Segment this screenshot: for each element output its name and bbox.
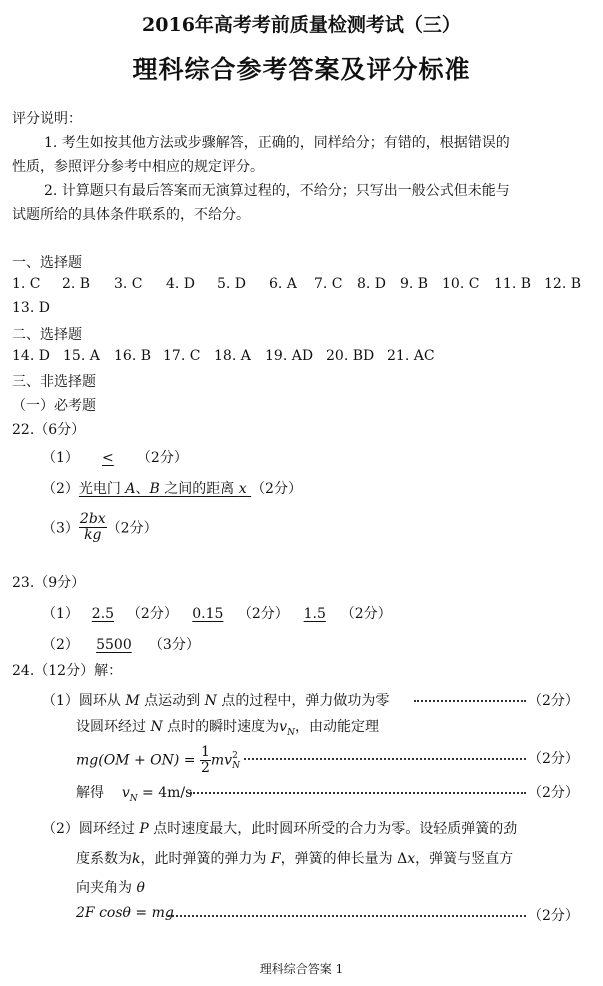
note-1-line-a: 1. 考生如按其他方法或步骤解答，正确的，同样给分；有错的，根据错误的 — [44, 135, 510, 151]
section-3-heading: 三、非选择题 — [12, 374, 96, 390]
q24-eq-2: 2F cosθ = mg — [76, 905, 174, 921]
q24-p2-line-1: （2）圆环经过 P 点时速度最大，此时圆环所受的合力为零。设轻质弹簧的劲 — [42, 821, 518, 837]
q24-p1-line-2: 设圆环经过 N 点时的瞬时速度为$v_N$，由动能定理 — [76, 719, 379, 738]
answer-4: 4. D — [166, 276, 196, 292]
section-2-heading: 二、选择题 — [12, 327, 82, 343]
answer-21: 21. AC — [387, 348, 435, 364]
answer-5: 5. D — [217, 276, 247, 292]
q24-heading: 24.（12分）解： — [12, 663, 123, 679]
q23-part-2: （2） 5500 （3分） — [42, 637, 200, 653]
section-1-heading: 一、选择题 — [12, 255, 82, 271]
q22-p2-score: （2分） — [251, 481, 302, 497]
q24-p1-line-1: （1）圆环从 M 点运动到 N 点的过程中，弹力做功为零 — [42, 693, 390, 709]
note-1-line-b: 性质，参照评分参考中相应的规定评分。 — [12, 159, 264, 175]
answer-16: 16. B — [114, 348, 152, 364]
answer-10: 10. C — [442, 276, 480, 292]
answer-20: 20. BD — [326, 348, 375, 364]
q23-heading: 23.（9分） — [12, 575, 86, 591]
answer-1: 1. C — [12, 276, 41, 292]
exam-title: 2016年高考考前质量检测考试（三） — [142, 14, 461, 36]
q23-part-1: （1） 2.5 （2分） 0.15 （2分） 1.5 （2分） — [42, 606, 392, 622]
answer-15: 15. A — [63, 348, 100, 364]
q23-p1-c: 1.5 — [303, 606, 326, 622]
q22-heading: 22.（6分） — [12, 422, 86, 438]
q24-p2-line-3: 向夹角为 θ — [76, 880, 145, 896]
answer-8: 8. D — [357, 276, 387, 292]
answer-12: 12. B — [544, 276, 582, 292]
answer-6: 6. A — [269, 276, 297, 292]
q24-eq1-score: （2分） — [528, 751, 579, 767]
answer-19: 19. AD — [265, 348, 314, 364]
q24-eq-1: mg(OM + ON) = $\frac{1}{2}$ mv 2 N — [76, 744, 240, 776]
q24-solution: 解得 $v_N = 4m/s$ — [76, 785, 193, 804]
answer-18: 18. A — [214, 348, 251, 364]
q22-p2-answer: 光电门 A、B 之间的距离 x — [78, 481, 247, 497]
note-2-line-a: 2. 计算题只有最后答案而无演算过程的，不给分；只写出一般公式但未能与 — [44, 183, 510, 199]
q24-eq1-dots — [244, 758, 526, 760]
q24-p2-line-2: 度系数为k，此时弹簧的弹力为 F，弹簧的伸长量为 Δx，弹簧与竖直方 — [76, 851, 514, 867]
answer-11: 11. B — [494, 276, 532, 292]
q23-p1-b: 0.15 — [192, 606, 224, 622]
q24-eq2-score: （2分） — [528, 908, 579, 924]
q22-p3-score: （2分） — [106, 520, 158, 537]
q22-part-1 — [42, 447, 188, 467]
q24-p1-dots — [414, 700, 526, 702]
answer-2: 2. B — [62, 276, 91, 292]
q22-p1-score: （2分） — [136, 450, 188, 466]
answer-17: 17. C — [163, 348, 201, 364]
q23-p2-a: 5500 — [96, 637, 132, 653]
answer-title: 理科综合参考答案及评分标准 — [132, 55, 471, 84]
q23-p1-a: 2.5 — [91, 606, 115, 622]
q22-p3-label: （3） — [42, 520, 79, 537]
q24-eq2-dots — [168, 915, 526, 917]
q24-sol-dots — [190, 792, 526, 794]
note-2-line-b: 试题所给的具体条件联系的，不给分。 — [12, 207, 250, 223]
q22-part-2 — [42, 478, 302, 498]
section-3-sub: （一）必考题 — [12, 398, 96, 414]
q22-p3-fraction: $\frac{2bx}{kg}$ — [79, 511, 106, 543]
q24-sol-score: （2分） — [528, 785, 579, 801]
answer-9: 9. B — [400, 276, 429, 292]
answer-13: 13. D — [12, 300, 50, 316]
answer-7: 7. C — [314, 276, 343, 292]
q22-p1-label: （1） — [42, 450, 79, 466]
q24-p1-score: （2分） — [528, 693, 579, 709]
answer-3: 3. C — [114, 276, 143, 292]
q22-p1-answer: < — [102, 450, 114, 466]
answer-14: 14. D — [12, 348, 50, 364]
q22-p2-label: （2） — [42, 481, 79, 497]
q22-part-3 — [42, 512, 158, 543]
notes-heading: 评分说明： — [12, 111, 82, 127]
page-footer: 理科综合答案 1 — [259, 962, 344, 976]
